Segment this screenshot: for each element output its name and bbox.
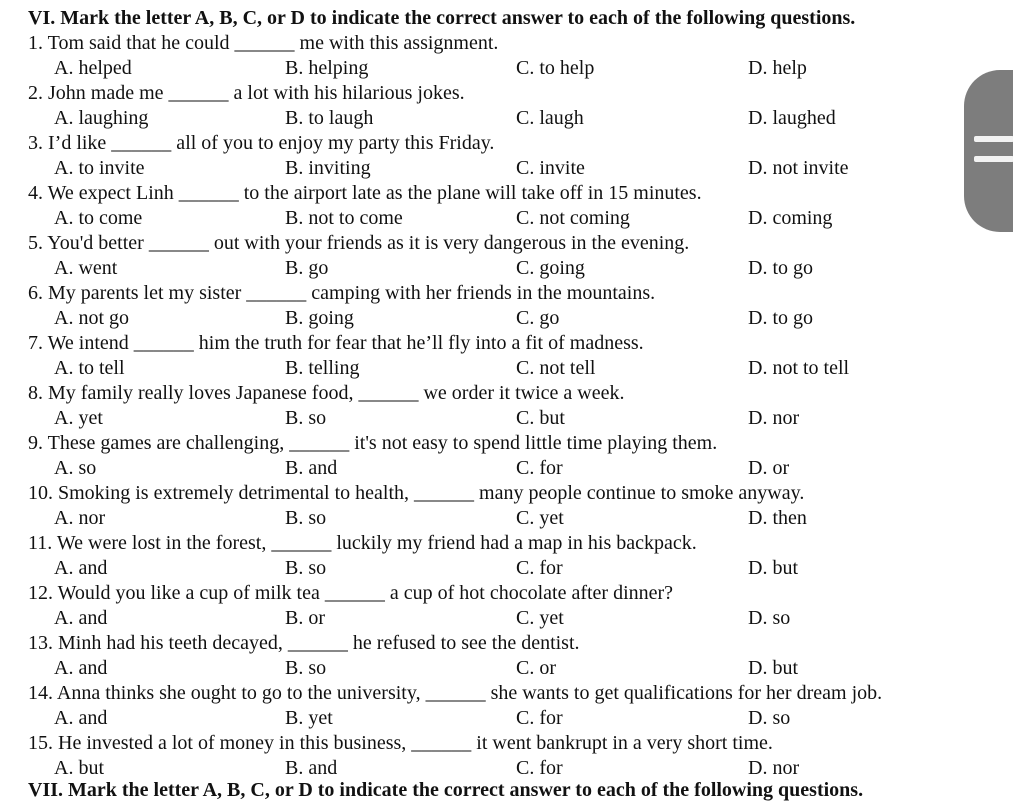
- option-b: B. so: [285, 507, 327, 529]
- option-a: A. not go: [54, 307, 129, 329]
- option-b: B. telling: [285, 357, 360, 379]
- question-stem: 2. John made me ______ a lot with his hilarious jokes.: [28, 82, 465, 104]
- question-stem: 6. My parents let my sister ______ camping with her friends in the mountains.: [28, 282, 656, 304]
- option-d: D. to go: [748, 307, 813, 329]
- question-item: [0, 231, 1013, 281]
- option-a: A. and: [54, 557, 108, 579]
- question-stem: 7. We intend ______ him the truth for fear that he’ll fly into a fit of madness.: [28, 332, 644, 354]
- option-c: C. not tell: [516, 357, 596, 379]
- option-a: A. to come: [54, 207, 143, 229]
- question-stem: 10. Smoking is extremely detrimental to health, ______ many people continue to smoke anyway.: [28, 482, 805, 504]
- option-a: A. to invite: [54, 157, 145, 179]
- option-b: B. or: [285, 607, 325, 629]
- question-item: [0, 281, 1013, 331]
- option-c: C. for: [516, 757, 563, 779]
- question-stem: 4. We expect Linh ______ to the airport late as the plane will take off in 15 minutes.: [28, 182, 702, 204]
- section-heading: VI. Mark the letter A, B, C, or D to indicate the correct answer to each of the following questions.: [28, 7, 856, 29]
- option-d: D. so: [748, 607, 791, 629]
- question-stem: 14. Anna thinks she ought to go to the university, ______ she wants to get qualifications for her dream job.: [28, 682, 883, 704]
- option-c: C. for: [516, 457, 563, 479]
- option-a: A. and: [54, 707, 108, 729]
- option-b: B. so: [285, 657, 327, 679]
- question-item: [0, 181, 1013, 231]
- option-b: B. to laugh: [285, 107, 374, 129]
- option-d: D. not to tell: [748, 357, 850, 379]
- handle-grip-icon: [974, 156, 1013, 162]
- option-d: D. to go: [748, 257, 813, 279]
- question-stem: 1. Tom said that he could ______ me with this assignment.: [28, 32, 499, 54]
- side-panel-handle[interactable]: [964, 70, 1013, 232]
- option-b: B. not to come: [285, 207, 403, 229]
- option-d: D. but: [748, 657, 798, 679]
- question-item: [0, 481, 1013, 531]
- option-a: A. laughing: [54, 107, 149, 129]
- option-c: C. going: [516, 257, 585, 279]
- question-item: [0, 31, 1013, 81]
- option-d: D. so: [748, 707, 791, 729]
- option-d: D. laughed: [748, 107, 836, 129]
- question-stem: 9. These games are challenging, ______ it's not easy to spend little time playing them.: [28, 432, 718, 454]
- option-a: A. but: [54, 757, 104, 779]
- option-b: B. so: [285, 557, 327, 579]
- option-c: C. invite: [516, 157, 585, 179]
- question-stem: 13. Minh had his teeth decayed, ______ he refused to see the dentist.: [28, 632, 580, 654]
- option-c: C. or: [516, 657, 556, 679]
- option-b: B. go: [285, 257, 329, 279]
- question-item: [0, 331, 1013, 381]
- option-c: C. but: [516, 407, 565, 429]
- option-c: C. not coming: [516, 207, 630, 229]
- question-item: [0, 381, 1013, 431]
- option-a: A. nor: [54, 507, 106, 529]
- option-a: A. to tell: [54, 357, 125, 379]
- question-stem: 8. My family really loves Japanese food, ______ we order it twice a week.: [28, 382, 625, 404]
- option-d: D. then: [748, 507, 807, 529]
- question-list: [0, 31, 1013, 781]
- option-b: B. so: [285, 407, 327, 429]
- question-item: [0, 731, 1013, 781]
- option-c: C. laugh: [516, 107, 584, 129]
- option-d: D. or: [748, 457, 790, 479]
- question-item: [0, 131, 1013, 181]
- option-a: A. and: [54, 607, 108, 629]
- option-b: B. yet: [285, 707, 333, 729]
- option-c: C. yet: [516, 607, 564, 629]
- option-a: A. and: [54, 657, 108, 679]
- option-d: D. not invite: [748, 157, 849, 179]
- option-c: C. go: [516, 307, 560, 329]
- handle-grip-icon: [974, 136, 1013, 142]
- option-c: C. yet: [516, 507, 564, 529]
- question-stem: 3. I’d like ______ all of you to enjoy my party this Friday.: [28, 132, 495, 154]
- option-b: B. and: [285, 757, 338, 779]
- question-item: [0, 631, 1013, 681]
- option-b: B. helping: [285, 57, 369, 79]
- option-d: D. coming: [748, 207, 833, 229]
- option-a: A. went: [54, 257, 118, 279]
- next-section-heading-cut: VII. Mark the letter A, B, C, or D to indicate the correct answer to each of the following questions.: [28, 779, 864, 801]
- option-d: D. nor: [748, 407, 800, 429]
- question-stem: 11. We were lost in the forest, ______ luckily my friend had a map in his backpack.: [28, 532, 697, 554]
- option-c: C. to help: [516, 57, 595, 79]
- option-d: D. but: [748, 557, 798, 579]
- option-b: B. going: [285, 307, 354, 329]
- option-b: B. inviting: [285, 157, 371, 179]
- question-stem: 15. He invested a lot of money in this business, ______ it went bankrupt in a very short time.: [28, 732, 773, 754]
- option-d: D. help: [748, 57, 807, 79]
- option-b: B. and: [285, 457, 338, 479]
- question-item: [0, 81, 1013, 131]
- option-c: C. for: [516, 557, 563, 579]
- question-item: [0, 531, 1013, 581]
- question-item: [0, 581, 1013, 631]
- question-stem: 12. Would you like a cup of milk tea ______ a cup of hot chocolate after dinner?: [28, 582, 674, 604]
- option-c: C. for: [516, 707, 563, 729]
- question-item: [0, 431, 1013, 481]
- option-a: A. yet: [54, 407, 103, 429]
- option-a: A. so: [54, 457, 97, 479]
- option-d: D. nor: [748, 757, 800, 779]
- option-a: A. helped: [54, 57, 132, 79]
- question-item: [0, 681, 1013, 731]
- question-stem: 5. You'd better ______ out with your friends as it is very dangerous in the evening.: [28, 232, 690, 254]
